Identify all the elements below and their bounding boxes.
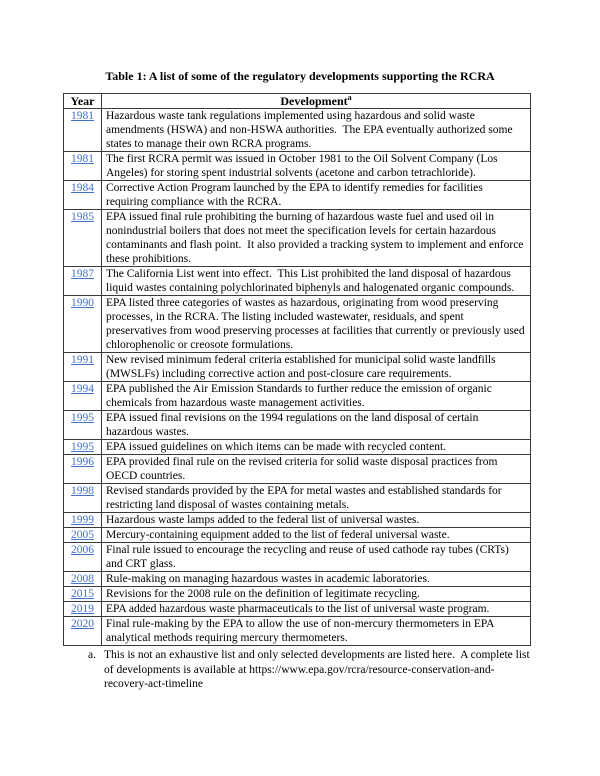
year-link[interactable]: 1995 — [71, 412, 94, 424]
year-column-header: Year — [64, 94, 102, 109]
year-cell — [64, 382, 102, 411]
table-row — [64, 602, 531, 617]
development-cell: EPA published the Air Emission Standards to further reduce the emission of organic chemicals from hazardous waste management activities. — [102, 382, 531, 411]
table-row — [64, 411, 531, 440]
development-cell: EPA listed three categories of wastes as hazardous, originating from wood preserving processes, in the RCRA. The listing included wastewater, residuals, and spent preservatives from wood preserving processes at facilities that currently or previously used chlorophenolic or creosote formulations. — [102, 296, 531, 353]
development-cell: Hazardous waste tank regulations implemented using hazardous and solid waste amendments (HSWA) and non-HSWA authorities. The EPA eventually authorized some states to manage their own RCRA programs. — [102, 109, 531, 152]
development-cell: Corrective Action Program launched by the EPA to identify remedies for facilities requiring compliance with the RCRA. — [102, 181, 531, 210]
development-cell: EPA issued final rule prohibiting the burning of hazardous waste fuel and used oil in nonindustrial boilers that does not meet the specification levels for certain hazardous contaminants and flash point. It also provided a tracking system to implement and enforce these prohibitions. — [102, 210, 531, 267]
year-link[interactable]: 1998 — [71, 485, 94, 497]
table-body — [64, 109, 531, 646]
footnote — [88, 648, 536, 692]
year-link[interactable]: 2019 — [71, 603, 94, 615]
table-row — [64, 382, 531, 411]
year-link[interactable]: 1984 — [71, 182, 94, 194]
table-row — [64, 296, 531, 353]
year-link[interactable]: 1996 — [71, 456, 94, 468]
year-cell — [64, 513, 102, 528]
table-caption: Table 1: A list of some of the regulatory developments supporting the RCRA — [105, 69, 495, 83]
development-cell: Revisions for the 2008 rule on the definition of legitimate recycling. — [102, 587, 531, 602]
development-cell: The California List went into effect. This List prohibited the land disposal of hazardous liquid wastes containing polychlorinated biphenyls and halogenated organic compounds. — [102, 267, 531, 296]
year-link[interactable]: 1990 — [71, 297, 94, 309]
year-link[interactable]: 1981 — [71, 110, 94, 122]
year-cell — [64, 602, 102, 617]
development-cell: Final rule issued to encourage the recycling and reuse of used cathode ray tubes (CRTs) and CRT glass. — [102, 543, 531, 572]
table-row — [64, 440, 531, 455]
table-row — [64, 210, 531, 267]
year-link[interactable]: 1995 — [71, 441, 94, 453]
year-cell — [64, 210, 102, 267]
year-link[interactable]: 1981 — [71, 153, 94, 165]
development-cell: EPA provided final rule on the revised criteria for solid waste disposal practices from OECD countries. — [102, 455, 531, 484]
year-cell — [64, 296, 102, 353]
year-cell — [64, 353, 102, 382]
year-cell — [64, 587, 102, 602]
year-cell — [64, 543, 102, 572]
development-column-header — [102, 94, 531, 109]
development-cell: The first RCRA permit was issued in October 1981 to the Oil Solvent Company (Los Angeles) for storing spent industrial solvents (acetone and carbon tetrachloride). — [102, 152, 531, 181]
year-link[interactable]: 1999 — [71, 514, 94, 526]
table-header-row — [64, 94, 531, 109]
table-row — [64, 587, 531, 602]
table-row — [64, 152, 531, 181]
year-cell — [64, 181, 102, 210]
table-row — [64, 543, 531, 572]
year-link[interactable]: 1991 — [71, 354, 94, 366]
year-cell — [64, 528, 102, 543]
table-row — [64, 181, 531, 210]
year-link[interactable]: 2006 — [71, 544, 94, 556]
year-cell — [64, 572, 102, 587]
development-cell: Revised standards provided by the EPA for metal wastes and established standards for restricting land disposal of wastes containing metals. — [102, 484, 531, 513]
year-cell — [64, 484, 102, 513]
footnote-text: This is not an exhaustive list and only selected developments are listed here. A complete list of developments is available at https://www.epa.gov/rcra/resource-conservation-and-recovery-act-timeline — [104, 649, 533, 691]
year-link[interactable]: 2005 — [71, 529, 94, 541]
footnote-marker: a. — [88, 649, 96, 661]
regulatory-developments-table — [63, 93, 531, 646]
year-cell — [64, 152, 102, 181]
development-cell: EPA issued final revisions on the 1994 regulations on the land disposal of certain hazardous wastes. — [102, 411, 531, 440]
table-row — [64, 353, 531, 382]
development-cell: EPA added hazardous waste pharmaceuticals to the list of universal waste program. — [102, 602, 531, 617]
table-row — [64, 455, 531, 484]
year-cell — [64, 109, 102, 152]
year-link[interactable]: 2008 — [71, 573, 94, 585]
development-cell: Hazardous waste lamps added to the federal list of universal wastes. — [102, 513, 531, 528]
table-row — [64, 484, 531, 513]
development-header-label: Development — [280, 94, 348, 108]
year-link[interactable]: 1985 — [71, 211, 94, 223]
year-cell — [64, 267, 102, 296]
year-cell — [64, 440, 102, 455]
year-cell — [64, 455, 102, 484]
table-row — [64, 528, 531, 543]
year-link[interactable]: 2020 — [71, 618, 94, 630]
year-cell — [64, 617, 102, 646]
table-row — [64, 513, 531, 528]
year-link[interactable]: 1994 — [71, 383, 94, 395]
development-cell: Rule-making on managing hazardous wastes in academic laboratories. — [102, 572, 531, 587]
development-cell: New revised minimum federal criteria established for municipal solid waste landfills (MWSLFs) including corrective action and post-closure care requirements. — [102, 353, 531, 382]
year-cell — [64, 411, 102, 440]
table-row — [64, 267, 531, 296]
development-cell: Final rule-making by the EPA to allow the use of non-mercury thermometers in EPA analytical methods requiring mercury thermometers. — [102, 617, 531, 646]
development-cell: Mercury-containing equipment added to the list of federal universal waste. — [102, 528, 531, 543]
table-row — [64, 572, 531, 587]
table-row — [64, 617, 531, 646]
year-link[interactable]: 1987 — [71, 268, 94, 280]
development-cell: EPA issued guidelines on which items can be made with recycled content. — [102, 440, 531, 455]
table-row — [64, 109, 531, 152]
development-header-footnote-mark: a — [347, 93, 352, 102]
year-link[interactable]: 2015 — [71, 588, 94, 600]
